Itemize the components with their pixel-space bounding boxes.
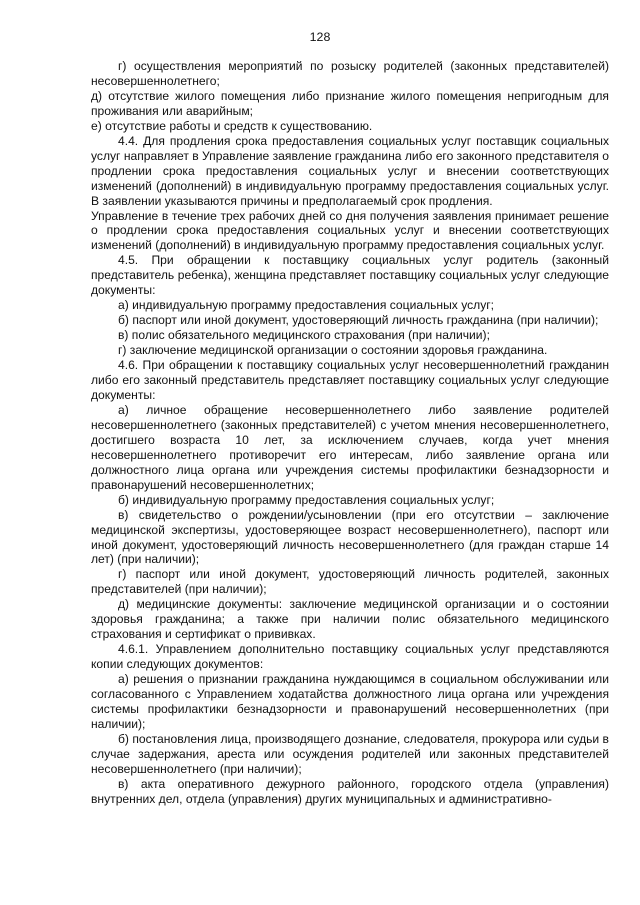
paragraph: д) медицинские документы: заключение медицинской организации и о состоянии здоровья гражданина; а также при наличии полис обязательного медицинского страхования и сертификат о прививках. [91,597,609,642]
paragraph: а) решения о признании гражданина нуждающимся в социальном обслуживании или согласованного с Управлением ходатайства должностного лица органа или учреждения системы профилактики безнадзорности и правонарушений несовершеннолетних (при наличии); [91,672,609,731]
paragraph: б) паспорт или иной документ, удостоверяющий личность гражданина (при наличии); [118,313,599,328]
paragraph: в) полис обязательного медицинского страхования (при наличии); [118,328,490,343]
paragraph: 4.4. Для продления срока предоставления социальных услуг поставщик социальных услуг направляет в Управление заявление гражданина либо его законного представителя о продлении срока предоставления социальных услуг и внесении соответствующих изменений (дополнений) в индивидуальную программу предоставления социальных услуг. В заявлении указываются причины и предполагаемый срок продления. [91,133,609,208]
paragraph: г) паспорт или иной документ, удостоверяющий личность родителей, законных представителей (при наличии); [91,567,609,597]
paragraph: 4.6. При обращении к поставщику социальных услуг несовершеннолетний гражданин либо его законный представитель представляет поставщику социальных услуг следующие документы: [91,358,609,402]
document-body [91,59,609,807]
paragraph: 4.6.1. Управлением дополнительно поставщику социальных услуг представляются копии следующих документов: [91,642,609,672]
paragraph: г) осуществления мероприятий по розыску родителей (законных представителей) несовершеннолетнего; [91,59,609,88]
paragraph: г) заключение медицинской организации о состоянии здоровья гражданина. [118,343,548,358]
paragraph: 4.5. При обращении к поставщику социальных услуг родитель (законный представитель ребенка), женщина представляет поставщику социальных услуг следующие документы: [91,253,609,298]
paragraph: а) личное обращение несовершеннолетнего либо заявление родителей несовершеннолетнего (законных представителей) с учетом мнения несовершеннолетнего, достигшего возраста 10 лет, за исключением случаев, когда учет мнения несовершеннолетнего противоречит его интересам, либо заявление органа или должностного лица органа или учреждения системы профилактики безнадзорности и правонарушений несовершеннолетних; [91,402,609,492]
paragraph: е) отсутствие работы и средств к существованию. [91,118,373,133]
paragraph: Управление в течение трех рабочих дней со дня получения заявления принимает решение о продлении срока предоставления социальных услуг и внесении соответствующих изменений (дополнений) в индивидуальную программу предоставления социальных услуг. [91,208,609,253]
paragraph: д) отсутствие жилого помещения либо признание жилого помещения непригодным для проживания или аварийным; [91,88,609,118]
paragraph: а) индивидуальную программу предоставления социальных услуг; [118,298,495,313]
paragraph: б) постановления лица, производящего дознание, следователя, прокурора или судьи в случае задержания, ареста или осуждения родителей или законных представителей несовершеннолетнего (при наличии); [91,731,609,776]
paragraph: в) свидетельство о рождении/усыновлении (при его отсутствии – заключение медицинской экспертизы, удостоверяющее возраст несовершеннолетнего), паспорт или иной документ, удостоверяющий личность несовершеннолетнего (для граждан старше 14 лет) (при наличии); [91,507,609,567]
page-number: 128 [309,30,331,44]
paragraph: в) акта оперативного дежурного районного, городского отдела (управления) внутренних дел, отдела (управления) других муниципальных и административно- [91,776,609,806]
paragraph: б) индивидуальную программу предоставления социальных услуг; [118,492,495,507]
